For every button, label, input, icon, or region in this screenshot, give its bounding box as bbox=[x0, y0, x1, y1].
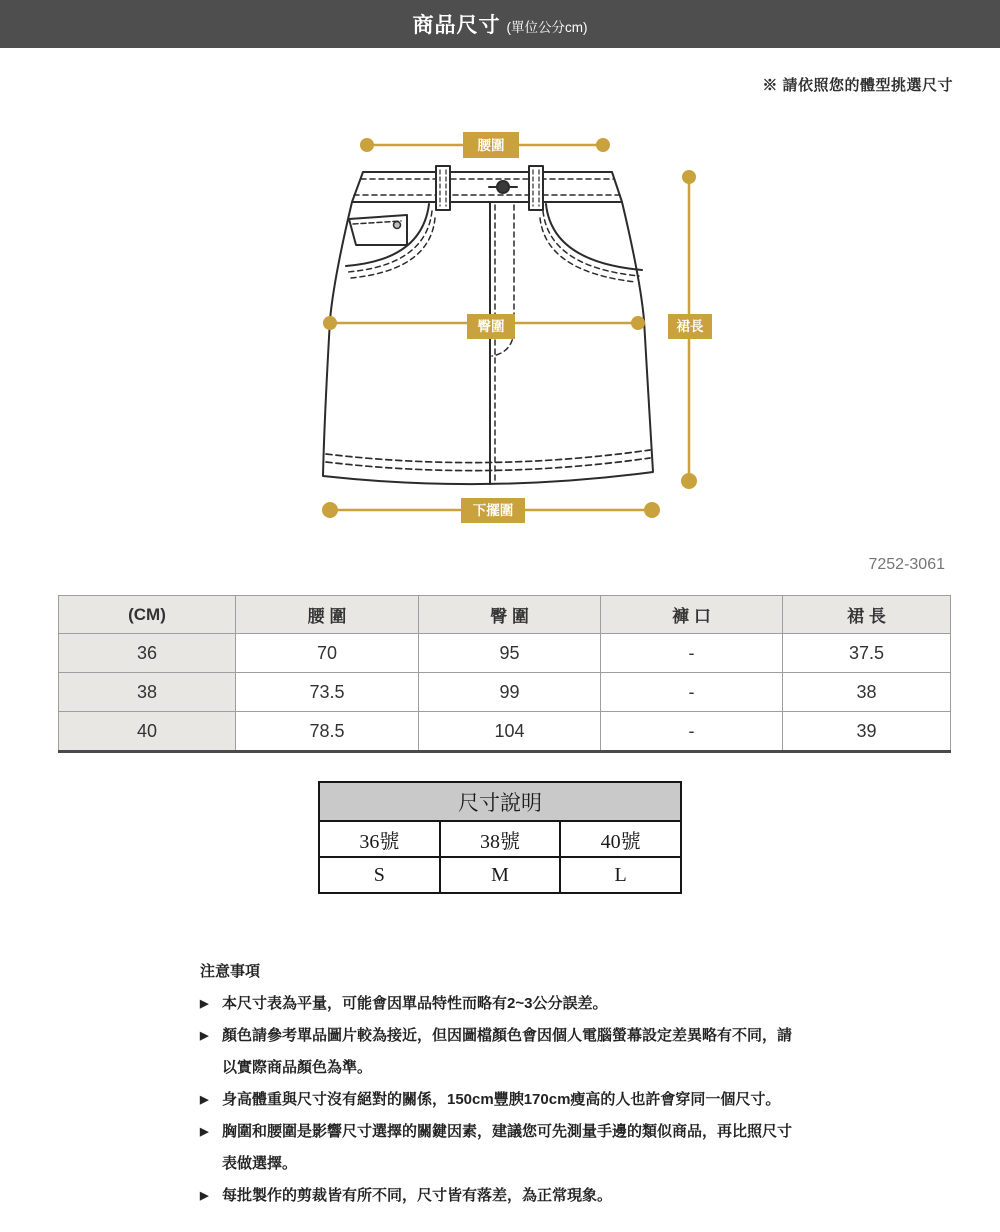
guide-header-row bbox=[319, 782, 681, 821]
hem-label: 下擺圍 bbox=[472, 503, 514, 518]
belt-loop bbox=[529, 166, 543, 210]
measure-dot bbox=[631, 316, 645, 330]
table-row bbox=[59, 673, 951, 712]
guide-size-row bbox=[319, 821, 681, 857]
waist-cell: 70 bbox=[236, 634, 419, 673]
column-header: 褲 口 bbox=[601, 596, 783, 634]
note-text: 胸圍和腰圍是影響尺寸選擇的關鍵因素，建議您可先測量手邊的類似商品，再比照尺寸 bbox=[222, 1123, 793, 1140]
table-header-row bbox=[59, 596, 951, 634]
header-bar bbox=[0, 0, 1000, 48]
guide-size-cell: 38號 bbox=[440, 821, 561, 857]
measure-dot bbox=[360, 138, 374, 152]
note-item bbox=[200, 988, 792, 1020]
guide-size-cell: 36號 bbox=[319, 821, 440, 857]
size-table bbox=[58, 595, 951, 753]
guide-title: 尺寸說明 bbox=[319, 782, 681, 821]
note-item bbox=[200, 1020, 792, 1052]
length-cell: 38 bbox=[783, 673, 951, 712]
arrow-bullet-icon: ▶ bbox=[200, 1094, 209, 1106]
arrow-bullet-icon: ▶ bbox=[200, 1190, 209, 1202]
leg-opening-cell: - bbox=[601, 673, 783, 712]
hip-cell: 99 bbox=[419, 673, 601, 712]
fit-advice-note: ※ 請依照您的體型挑選尺寸 bbox=[762, 77, 953, 94]
guide-intl-cell: S bbox=[319, 857, 440, 893]
guide-intl-cell: M bbox=[440, 857, 561, 893]
measure-dot bbox=[682, 170, 696, 184]
arrow-bullet-icon: ▶ bbox=[200, 1126, 209, 1138]
column-header: 裙 長 bbox=[783, 596, 951, 634]
hip-label: 臀圍 bbox=[477, 319, 505, 334]
measure-dot bbox=[644, 502, 660, 518]
table-row bbox=[59, 712, 951, 752]
waist-cell: 73.5 bbox=[236, 673, 419, 712]
length-cell: 39 bbox=[783, 712, 951, 752]
measure-dot bbox=[596, 138, 610, 152]
product-code: 7252-3061 bbox=[868, 556, 945, 573]
size-cell: 36 bbox=[59, 634, 236, 673]
skirt-diagram bbox=[300, 120, 720, 530]
measure-dot bbox=[681, 473, 697, 489]
notes-title: 注意事項 bbox=[200, 963, 261, 980]
note-text: 每批製作的剪裁皆有所不同，尺寸皆有落差，為正常現象。 bbox=[222, 1187, 613, 1204]
guide-intl-cell: L bbox=[560, 857, 681, 893]
waist-cell: 78.5 bbox=[236, 712, 419, 752]
note-item-continuation bbox=[200, 1148, 792, 1180]
table-row bbox=[59, 634, 951, 673]
rivet bbox=[394, 222, 401, 229]
length-cell: 37.5 bbox=[783, 634, 951, 673]
note-text: 身高體重與尺寸沒有絕對的關係，150cm豐腴170cm瘦高的人也許會穿同一個尺寸。 bbox=[222, 1091, 781, 1108]
column-header: 腰 圍 bbox=[236, 596, 419, 634]
leg-opening-cell: - bbox=[601, 712, 783, 752]
guide-intl-row bbox=[319, 857, 681, 893]
note-text: 表做選擇。 bbox=[222, 1155, 298, 1172]
hip-cell: 95 bbox=[419, 634, 601, 673]
note-item-continuation bbox=[200, 1052, 792, 1084]
arrow-bullet-icon: ▶ bbox=[200, 998, 209, 1010]
waistband bbox=[352, 172, 622, 202]
note-item bbox=[200, 1084, 792, 1116]
note-item bbox=[200, 1116, 792, 1148]
column-header: 臀 圍 bbox=[419, 596, 601, 634]
measure-dot bbox=[323, 316, 337, 330]
note-text: 本尺寸表為平量，可能會因單品特性而略有2~3公分誤差。 bbox=[222, 995, 608, 1012]
notes-section bbox=[200, 956, 792, 1212]
size-guide-table bbox=[318, 781, 682, 894]
length-label: 裙長 bbox=[676, 319, 704, 334]
arrow-bullet-icon: ▶ bbox=[200, 1030, 209, 1042]
belt-loop bbox=[436, 166, 450, 210]
button bbox=[497, 181, 509, 193]
measure-dot bbox=[322, 502, 338, 518]
note-text: 顏色請參考單品圖片較為接近，但因圖檔顏色會因個人電腦螢幕設定差異略有不同，請 bbox=[222, 1027, 793, 1044]
unit-subtitle: (單位公分cm) bbox=[506, 20, 588, 35]
size-cell: 38 bbox=[59, 673, 236, 712]
guide-size-cell: 40號 bbox=[560, 821, 681, 857]
waist-label: 腰圍 bbox=[477, 138, 505, 153]
page-title: 商品尺寸 bbox=[412, 14, 501, 37]
leg-opening-cell: - bbox=[601, 634, 783, 673]
coin-pocket bbox=[349, 215, 407, 245]
size-cell: 40 bbox=[59, 712, 236, 752]
note-item bbox=[200, 1180, 792, 1212]
note-text: 以實際商品顏色為準。 bbox=[222, 1059, 373, 1076]
hip-cell: 104 bbox=[419, 712, 601, 752]
unit-header-cell: (CM) bbox=[59, 596, 236, 634]
